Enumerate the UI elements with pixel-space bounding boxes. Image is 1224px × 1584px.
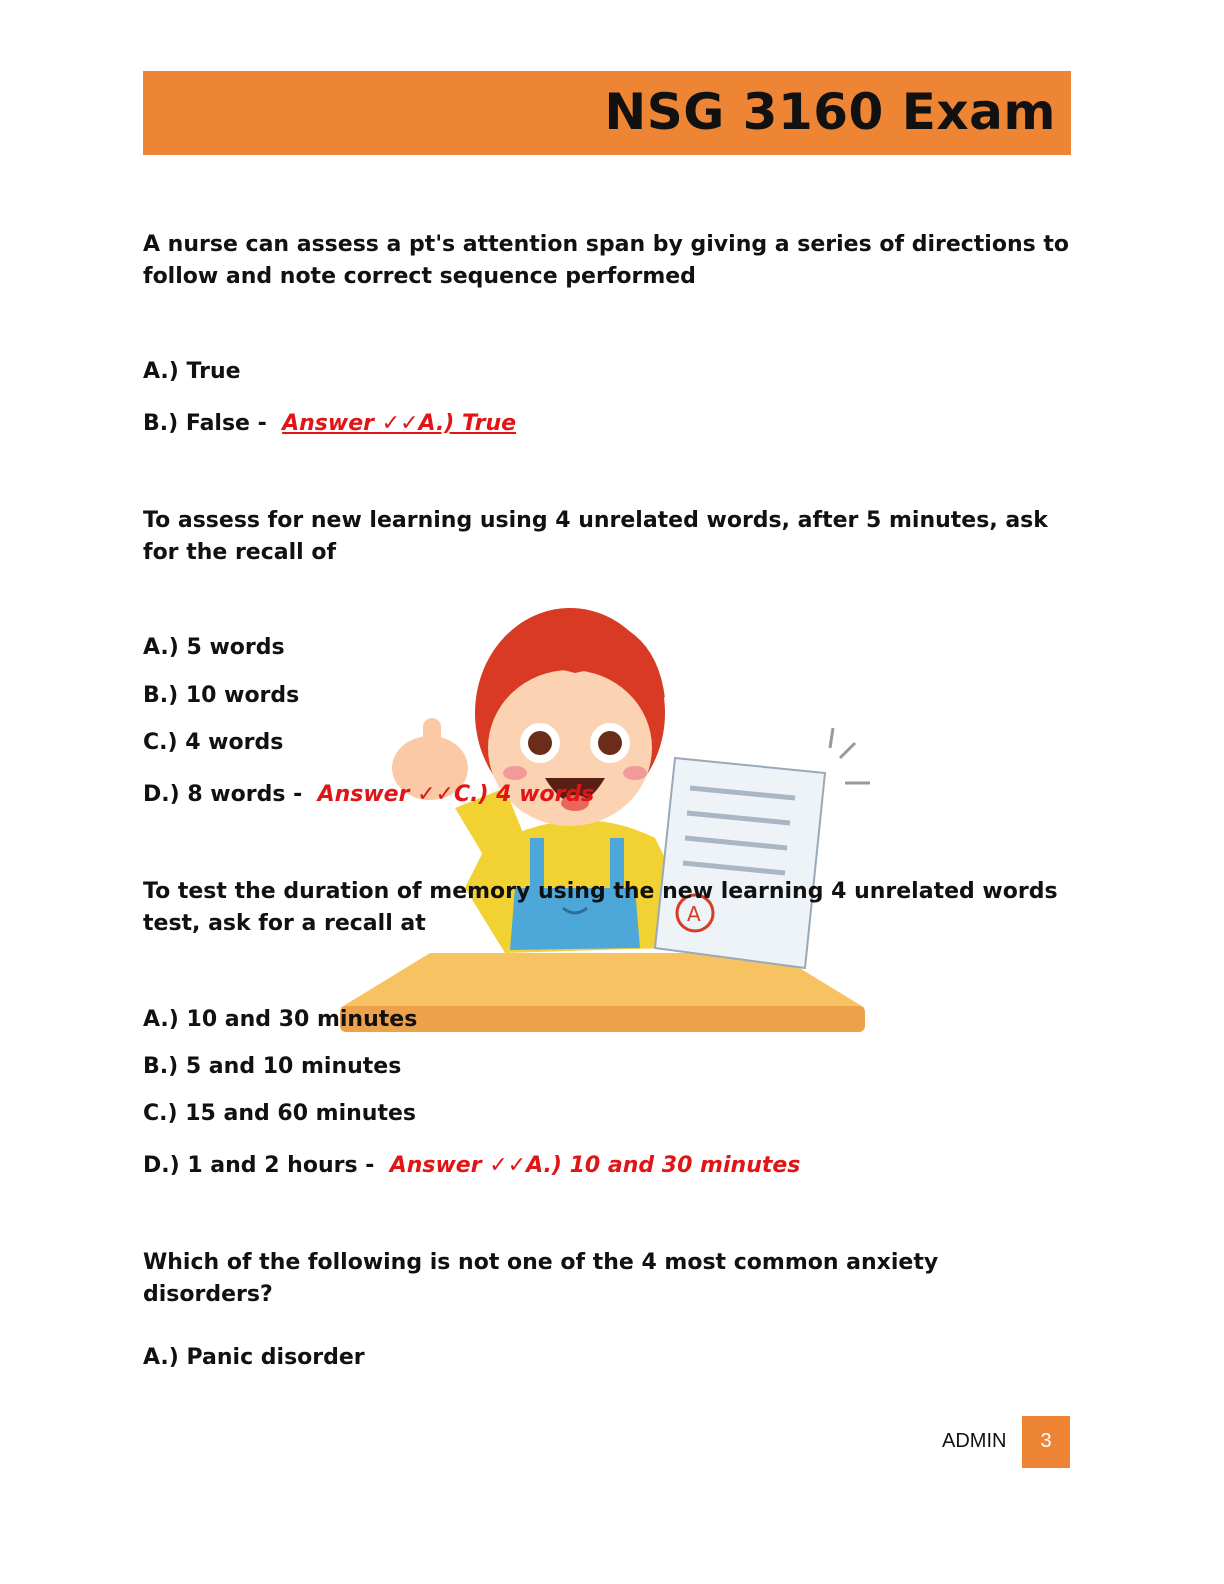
svg-text:A: A	[687, 902, 701, 926]
question-1-text: A nurse can assess a pt's attention span by giving a series of directions to follow and note correct sequence performed	[143, 232, 1070, 289]
header-bar	[143, 71, 1071, 155]
question-1-answer: Answer ✓✓A.) True	[282, 411, 517, 436]
page-number: 3	[1040, 1430, 1052, 1452]
question-3-option-d-row	[143, 1150, 800, 1182]
question-2-answer: Answer ✓✓C.) 4 words	[317, 782, 595, 807]
question-1-option-b-row	[143, 408, 516, 440]
question-4-option-a: A.) Panic disorder	[143, 1345, 365, 1370]
question-1-option-a: A.) True	[143, 359, 241, 384]
question-3-option-c: C.) 15 and 60 minutes	[143, 1101, 417, 1126]
kid-with-test-illustration	[335, 588, 880, 1038]
question-1-option-b: B.) False -	[143, 411, 267, 436]
question-2-option-b: B.) 10 words	[143, 683, 300, 708]
page-number-box	[1022, 1416, 1070, 1468]
question-3-option-a: A.) 10 and 30 minutes	[143, 1007, 418, 1032]
question-3-text: To test the duration of memory using the new learning 4 unrelated words test, ask for a recall at	[143, 879, 1058, 936]
question-3-option-b: B.) 5 and 10 minutes	[143, 1054, 402, 1079]
question-2-option-a: A.) 5 words	[143, 635, 285, 660]
question-2-option-d: D.) 8 words -	[143, 782, 303, 807]
footer-author-label: ADMIN	[942, 1430, 1007, 1452]
question-4-text: Which of the following is not one of the 4 most common anxiety disorders?	[143, 1250, 939, 1307]
question-3-answer: Answer ✓✓A.) 10 and 30 minutes	[389, 1153, 801, 1178]
question-2-option-c: C.) 4 words	[143, 730, 284, 755]
page-title: NSG 3160 Exam	[604, 83, 1056, 141]
question-2-text: To assess for new learning using 4 unrelated words, after 5 minutes, ask for the recall of	[143, 508, 1048, 565]
question-3-option-d: D.) 1 and 2 hours -	[143, 1153, 375, 1178]
question-2-option-d-row	[143, 779, 594, 811]
